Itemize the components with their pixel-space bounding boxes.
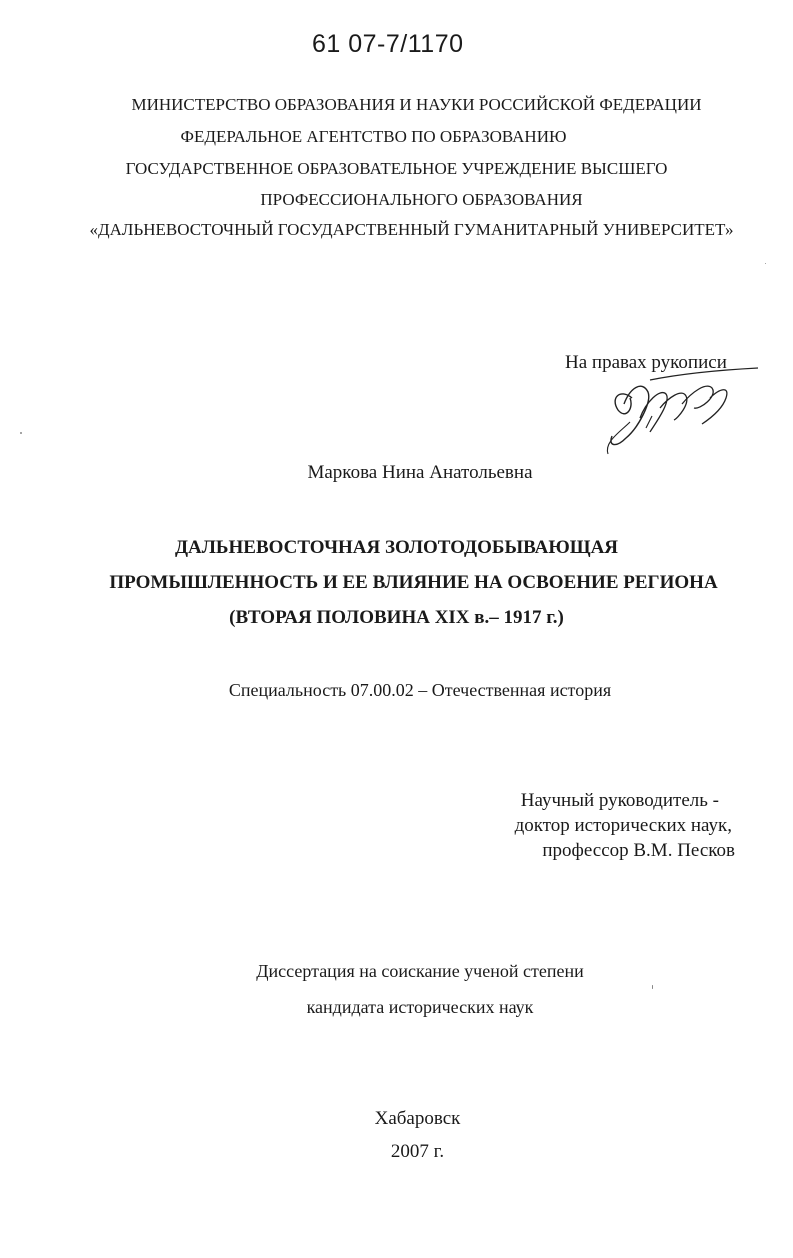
supervisor-line-2: доктор исторических наук,: [514, 815, 732, 836]
manuscript-rights-label: На правах рукописи: [565, 352, 727, 373]
scan-speck: [652, 985, 653, 989]
title-line-1: ДАЛЬНЕВОСТОЧНАЯ ЗОЛОТОДОБЫВАЮЩАЯ: [174, 537, 619, 558]
city: Хабаровск: [374, 1108, 461, 1129]
specialty: Специальность 07.00.02 – Отечественная история: [228, 680, 612, 700]
supervisor-line-1: Научный руководитель -: [520, 790, 719, 811]
handwritten-signature-icon: [590, 358, 760, 458]
institution-line-2: ФЕДЕРАЛЬНОЕ АГЕНТСТВО ПО ОБРАЗОВАНИЮ: [180, 127, 567, 146]
dissertation-line-1: Диссертация на соискание ученой степени: [256, 961, 584, 981]
scan-speck: [765, 263, 766, 264]
archive-number: 61 07-7/1170: [312, 30, 464, 58]
year: 2007 г.: [390, 1141, 445, 1162]
title-line-2: ПРОМЫШЛЕННОСТЬ И ЕЕ ВЛИЯНИЕ НА ОСВОЕНИЕ РЕГИОНА: [109, 572, 718, 593]
institution-line-3: ГОСУДАРСТВЕННОЕ ОБРАЗОВАТЕЛЬНОЕ УЧРЕЖДЕНИЕ ВЫСШЕГО: [125, 159, 668, 178]
institution-line-5: «ДАЛЬНЕВОСТОЧНЫЙ ГОСУДАРСТВЕННЫЙ ГУМАНИТАРНЫЙ УНИВЕРСИТЕТ»: [89, 220, 734, 239]
supervisor-line-3: профессор В.М. Песков: [542, 840, 735, 861]
scan-speck: [20, 432, 22, 434]
dissertation-line-2: кандидата исторических наук: [306, 997, 534, 1017]
author-name: Маркова Нина Анатольевна: [307, 462, 533, 483]
institution-line-1: МИНИСТЕРСТВО ОБРАЗОВАНИЯ И НАУКИ РОССИЙСКОЙ ФЕДЕРАЦИИ: [131, 95, 702, 114]
institution-line-4: ПРОФЕССИОНАЛЬНОГО ОБРАЗОВАНИЯ: [260, 190, 583, 209]
title-line-3: (ВТОРАЯ ПОЛОВИНА XIX в.– 1917 г.): [229, 607, 564, 628]
